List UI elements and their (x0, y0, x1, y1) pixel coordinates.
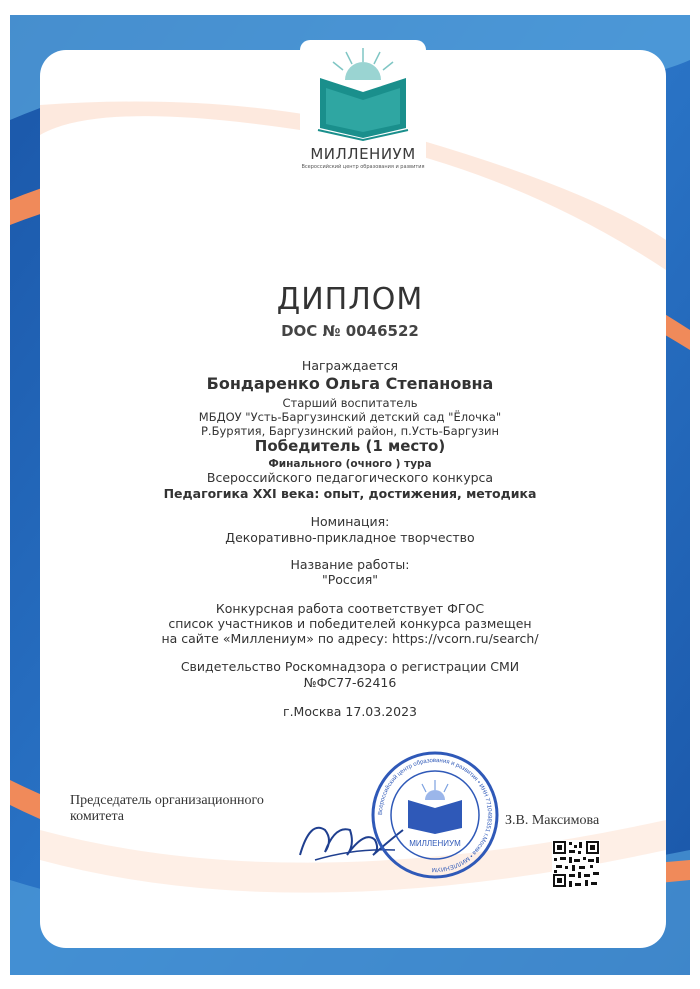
official-stamp (370, 750, 500, 880)
logo-name: МИЛЛЕНИУМ (310, 145, 416, 163)
signature-label: Председатель организационного комитета (70, 793, 264, 824)
nomination-value: Декоративно-прикладное творчество (225, 530, 475, 545)
awarded-label: Награждается (301, 358, 399, 373)
fgos-line-2: список участников и победителей конкурса размещен (168, 616, 532, 631)
recipient-organization: МБДОУ "Усть-Баргузинский детский сад "Ёлочка" (198, 410, 502, 424)
contest-round: Финального (очного ) тура (268, 458, 432, 470)
millennium-logo (300, 40, 426, 176)
qr-code (552, 840, 600, 888)
diploma-title: ДИПЛОМ (276, 282, 424, 317)
license-line-2: №ФС77-62416 (303, 675, 397, 690)
nomination-label: Номинация: (310, 514, 390, 529)
fgos-line-3: на сайте «Миллениум» по адресу: https://vcorn.ru/search/ (161, 631, 539, 646)
work-title-value: "Россия" (321, 572, 379, 587)
contest-type: Всероссийского педагогического конкурса (206, 470, 494, 485)
signer-name: З.В. Максимова (505, 813, 600, 828)
work-title-label: Название работы: (290, 557, 410, 572)
contest-name: Педагогика XXI века: опыт, достижения, методика (163, 486, 537, 501)
recipient-name: Бондаренко Ольга Степановна (206, 374, 494, 393)
recipient-location: Р.Бурятия, Баргузинский район, п.Усть-Баргузин (201, 424, 499, 438)
fgos-line-1: Конкурсная работа соответствует ФГОС (215, 601, 485, 616)
book-sun-icon (300, 40, 426, 145)
license-line-1: Свидетельство Роскомнадзора о регистрации СМИ (180, 659, 520, 674)
recipient-position: Старший воспитатель (282, 396, 418, 410)
svg-text:МИЛЛЕНИУМ: МИЛЛЕНИУМ (409, 839, 461, 848)
place-awarded: Победитель (1 место) (254, 437, 446, 455)
logo-subtitle: Всероссийский центр образования и развития (301, 164, 425, 170)
place-date: г.Москва 17.03.2023 (283, 704, 417, 719)
doc-number: DOC № 0046522 (281, 322, 419, 340)
svg-text:Всероссийский центр образовани: Всероссийский центр образования и развития • ИНН 7710498351 г.Москва • МИЛЛЕНИУМ (377, 757, 493, 873)
